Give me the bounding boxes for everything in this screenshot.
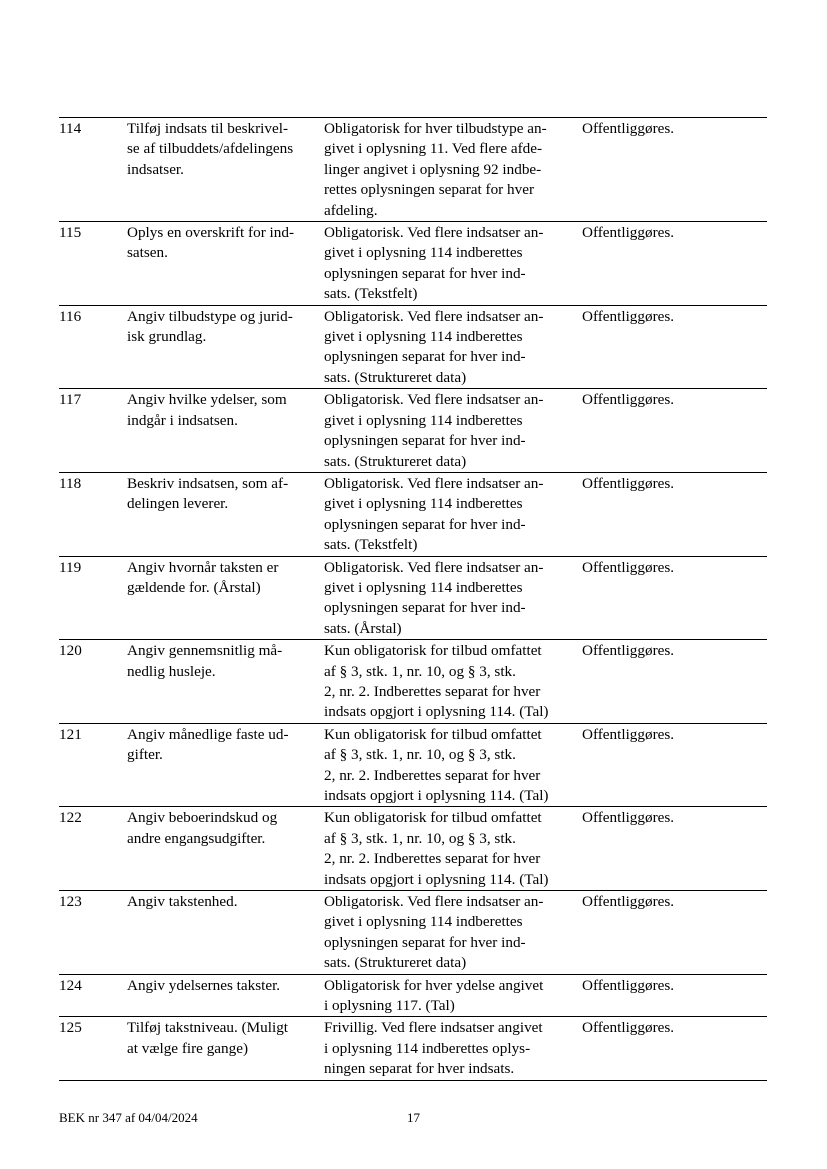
description-line: indgår i indsatsen. [127,411,238,429]
item-requirement [324,640,582,723]
item-number: 125 [59,1019,82,1037]
table-row [59,639,767,723]
requirement-line: Obligatorisk. Ved flere indsatser an- [324,558,544,576]
item-description [127,975,324,1017]
item-publication-status: Offentliggøres. [582,307,675,325]
requirement-line: afdeling. [324,201,378,219]
requirement-line: indsats opgjort i oplysning 114. (Tal) [324,787,549,804]
description-line: delingen leverer. [127,495,229,513]
description-line: Oplys en overskrift for ind- [127,224,295,242]
description-line: Angiv takstenhed. [127,893,238,911]
table-row [59,472,767,556]
item-number: 123 [59,893,82,911]
description-line: satsen. [127,244,168,262]
item-publication-status: Offentliggøres. [582,224,675,242]
description-line: gældende for. (Årstal) [127,578,261,596]
table-row [59,305,767,389]
item-publication-status: Offentliggøres. [582,1019,675,1037]
description-line: indsatser. [127,160,184,178]
requirement-line: i oplysning 117. (Tal) [324,997,455,1015]
item-requirement [324,306,582,389]
requirement-line: Obligatorisk. Ved flere indsatser an- [324,391,544,409]
requirement-line: 2, nr. 2. Indberettes separat for hver [324,682,541,700]
requirement-line: givet i oplysning 114 indberettes [324,244,523,262]
requirement-line: Obligatorisk. Ved flere indsatser an- [324,224,544,242]
requirement-line: sats. (Årstal) [324,619,402,637]
description-line: Angiv hvilke ydelser, som [127,391,287,409]
regulation-table [59,117,767,1081]
requirement-line: Obligatorisk for hver tilbudstype an- [324,120,547,137]
requirement-line: givet i oplysning 114 indberettes [324,495,523,513]
item-description [127,389,324,472]
table-row [59,221,767,305]
description-line: Angiv hvornår taksten er [127,558,279,576]
item-description [127,724,324,807]
item-description [127,640,324,723]
requirement-line: Obligatorisk. Ved flere indsatser an- [324,307,544,325]
item-description [127,306,324,389]
item-description [127,473,324,556]
requirement-line: Obligatorisk. Ved flere indsatser an- [324,893,544,911]
description-line: andre engangsudgifter. [127,829,266,847]
requirement-line: 2, nr. 2. Indberettes separat for hver [324,766,541,784]
item-number: 119 [59,558,82,576]
requirement-line: Obligatorisk for hver ydelse angivet [324,976,544,994]
item-requirement [324,724,582,807]
requirement-line: givet i oplysning 114 indberettes [324,411,523,429]
requirement-line: oplysningen separat for hver ind- [324,348,526,366]
requirement-line: givet i oplysning 114 indberettes [324,578,523,596]
description-line: Angiv tilbudstype og jurid- [127,307,293,325]
item-publication-status: Offentliggøres. [582,391,675,409]
table-row [59,118,767,221]
item-requirement [324,1017,582,1079]
table-row [59,556,767,640]
item-requirement [324,975,582,1017]
item-requirement [324,222,582,305]
item-number: 116 [59,307,82,325]
requirement-line: oplysningen separat for hver ind- [324,515,526,533]
table-row [59,1016,767,1079]
item-publication-status: Offentliggøres. [582,809,675,827]
item-description [127,222,324,305]
requirement-line: indsats opgjort i oplysning 114. (Tal) [324,703,549,721]
item-requirement [324,557,582,640]
item-publication-status: Offentliggøres. [582,893,675,911]
requirement-line: sats. (Struktureret data) [324,368,467,386]
item-description [127,1017,324,1079]
requirement-line: Frivillig. Ved flere indsatser angivet [324,1019,543,1037]
item-description [127,557,324,640]
requirement-line: givet i oplysning 114 indberettes [324,913,523,931]
requirement-line: linger angivet i oplysning 92 indbe- [324,160,542,178]
item-requirement [324,807,582,890]
page-number: 17 [407,1110,420,1125]
item-number: 114 [59,120,82,137]
description-line: at vælge fire gange) [127,1039,249,1057]
item-description [127,118,324,221]
item-number: 115 [59,224,82,242]
requirement-line: oplysningen separat for hver ind- [324,933,526,951]
requirement-line: af § 3, stk. 1, nr. 10, og § 3, stk. [324,662,516,680]
description-line: Angiv beboerindskud og [127,809,278,827]
description-line: Tilføj indsats til beskrivel- [127,120,289,137]
requirement-line: oplysningen separat for hver ind- [324,264,526,282]
item-number: 121 [59,725,82,743]
requirement-line: Obligatorisk. Ved flere indsatser an- [324,474,544,492]
requirement-line: indsats opgjort i oplysning 114. (Tal) [324,870,549,888]
item-requirement [324,118,582,221]
item-publication-status: Offentliggøres. [582,976,675,994]
description-line: Tilføj takstniveau. (Muligt [127,1019,289,1037]
requirement-line: i oplysning 114 indberettes oplys- [324,1039,531,1057]
table-row [59,388,767,472]
item-requirement [324,389,582,472]
requirement-line: 2, nr. 2. Indberettes separat for hver [324,850,541,868]
requirement-line: givet i oplysning 114 indberettes [324,328,523,346]
item-publication-status: Offentliggøres. [582,120,675,137]
requirement-line: Kun obligatorisk for tilbud omfattet [324,809,542,827]
footer-reference: BEK nr 347 af 04/04/2024 [59,1110,198,1125]
description-line: Angiv ydelsernes takster. [127,976,281,994]
requirement-line: oplysningen separat for hver ind- [324,599,526,617]
requirement-line: sats. (Struktureret data) [324,954,467,972]
item-publication-status: Offentliggøres. [582,725,675,743]
item-number: 122 [59,809,82,827]
table-row [59,974,767,1017]
item-number: 124 [59,976,82,994]
requirement-line: givet i oplysning 11. Ved flere afde- [324,140,543,158]
requirement-line: sats. (Tekstfelt) [324,285,418,303]
requirement-line: sats. (Tekstfelt) [324,536,418,554]
item-number: 117 [59,391,82,409]
item-publication-status: Offentliggøres. [582,642,675,660]
requirement-line: af § 3, stk. 1, nr. 10, og § 3, stk. [324,746,516,764]
item-number: 118 [59,474,82,492]
requirement-line: oplysningen separat for hver ind- [324,432,526,450]
description-line: isk grundlag. [127,328,207,346]
item-number: 120 [59,642,82,660]
item-requirement [324,891,582,974]
item-publication-status: Offentliggøres. [582,558,675,576]
item-description [127,891,324,974]
table-row [59,806,767,890]
requirement-line: ningen separat for hver indsats. [324,1060,515,1078]
item-requirement [324,473,582,556]
requirement-line: Kun obligatorisk for tilbud omfattet [324,642,542,660]
item-description [127,807,324,890]
requirement-line: rettes oplysningen separat for hver [324,181,535,199]
description-line: Beskriv indsatsen, som af- [127,474,289,492]
item-publication-status: Offentliggøres. [582,474,675,492]
table-row [59,723,767,807]
description-line: Angiv månedlige faste ud- [127,725,289,743]
table-row [59,890,767,974]
requirement-line: sats. (Struktureret data) [324,452,467,470]
description-line: se af tilbuddets/afdelingens [127,140,294,158]
requirement-line: af § 3, stk. 1, nr. 10, og § 3, stk. [324,829,516,847]
requirement-line: Kun obligatorisk for tilbud omfattet [324,725,542,743]
description-line: nedlig husleje. [127,662,216,680]
description-line: Angiv gennemsnitlig må- [127,642,283,660]
description-line: gifter. [127,746,163,764]
